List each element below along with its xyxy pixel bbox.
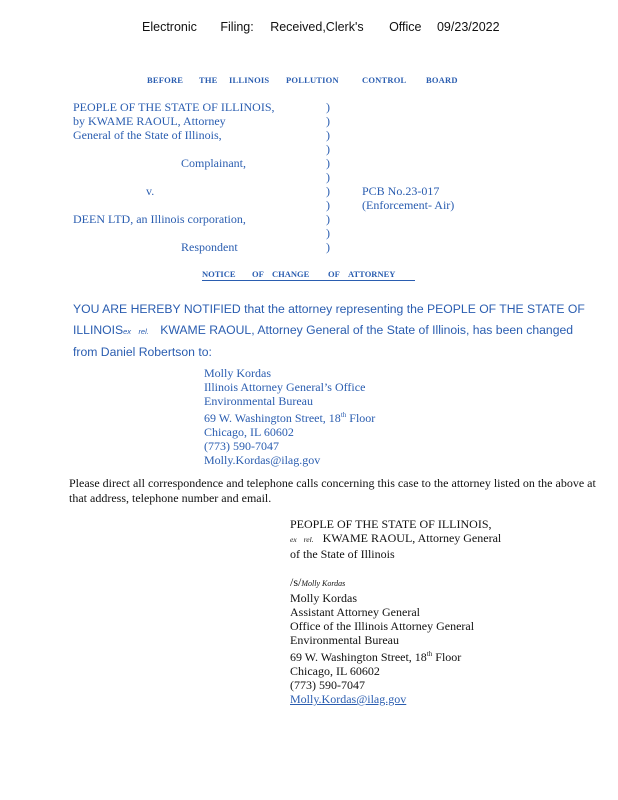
- notice-ex: ex: [123, 327, 132, 336]
- case-type: (Enforcement- Air): [362, 198, 455, 212]
- sig-phone: (773) 590-7047: [290, 678, 365, 692]
- sig-street-sup: th: [426, 650, 433, 658]
- caption-line: PEOPLE OF THE STATE OF ILLINOIS,: [73, 100, 275, 114]
- caption-paren-column: [326, 100, 330, 254]
- sig-raoul-line: [290, 531, 501, 547]
- sig-spacer: [290, 561, 501, 575]
- sig-office: Office of the Illinois Attorney General: [290, 619, 475, 633]
- stamp-received: Received,Clerk's: [270, 20, 364, 34]
- sig-street-text: 69 W. Washington Street, 18: [290, 650, 427, 664]
- sig-city: Chicago, IL 60602: [290, 664, 380, 678]
- notice-title: [202, 269, 415, 281]
- paren: ): [326, 142, 330, 156]
- notice-title-word: OF: [328, 269, 340, 279]
- case-number: PCB No.23-017: [362, 184, 440, 198]
- stamp-electronic: Electronic: [142, 20, 197, 34]
- board-word: THE: [199, 75, 218, 85]
- caption-line: by KWAME RAOUL, Attorney: [73, 114, 226, 128]
- notice-title-word: CHANGE: [272, 269, 310, 279]
- board-word: BEFORE: [147, 75, 184, 85]
- street-sup: th: [340, 411, 347, 419]
- caption-complainant: Complainant,: [181, 156, 246, 170]
- sig-rel: rel.: [303, 535, 314, 544]
- notice-illinois: ILLINOIS: [73, 323, 124, 337]
- stamp-office: Office: [389, 20, 422, 34]
- paren: ): [326, 128, 330, 142]
- signature-block: [290, 517, 501, 706]
- notice-title-word: NOTICE: [202, 269, 236, 279]
- paren: ): [326, 198, 330, 212]
- caption-versus: v.: [146, 184, 155, 198]
- sig-street: [290, 647, 501, 664]
- sig-prefix: /s/: [290, 575, 302, 589]
- paren: ): [326, 226, 330, 240]
- new-attorney-bureau: Environmental Bureau: [204, 394, 313, 408]
- board-word: POLLUTION: [286, 75, 339, 85]
- caption-defendant: DEEN LTD, an Illinois corporation,: [73, 212, 246, 226]
- filing-stamp: [142, 20, 500, 34]
- board-heading: [147, 75, 458, 85]
- street-text: 69 W. Washington Street, 18: [204, 411, 341, 425]
- notice-title-word: OF: [252, 269, 264, 279]
- stamp-date: 09/23/2022: [436, 20, 500, 34]
- sig-raoul: KWAME RAOUL, Attorney General: [322, 531, 502, 545]
- caption-line: General of the State of Illinois,: [73, 128, 222, 142]
- new-attorney-phone: (773) 590-7047: [204, 439, 279, 453]
- new-attorney-street: [204, 408, 375, 425]
- notice-body-line-2: [73, 323, 573, 337]
- paren: ): [326, 156, 330, 170]
- notice-rel: rel.: [138, 327, 149, 336]
- new-attorney-city: Chicago, IL 60602: [204, 425, 294, 439]
- notice-body-line-3: from Daniel Robertson to:: [73, 345, 212, 359]
- street-floor: Floor: [349, 411, 376, 425]
- paren: ): [326, 114, 330, 128]
- new-attorney-block: [204, 366, 375, 467]
- new-attorney-name: Molly Kordas: [204, 366, 271, 380]
- notice-title-word: ATTORNEY: [348, 269, 396, 279]
- paren: ): [326, 212, 330, 226]
- stamp-filing: Filing:: [220, 20, 254, 34]
- paren: ): [326, 100, 330, 114]
- new-attorney-office: Illinois Attorney General’s Office: [204, 380, 366, 394]
- sig-line: [290, 575, 501, 591]
- direction-paragraph: Please direct all correspondence and telephone calls concerning this case to the attorney listed on the above at that address, telephone number and email.: [69, 476, 596, 505]
- notice-body-line-1: YOU ARE HEREBY NOTIFIED that the attorney representing the PEOPLE OF THE STATE OF: [73, 302, 585, 316]
- paren: ): [326, 240, 330, 254]
- sig-ex: ex: [290, 535, 297, 544]
- notice-state: State of Illinois, has been changed: [386, 323, 574, 337]
- sig-street-floor: Floor: [435, 650, 462, 664]
- sig-title: Assistant Attorney General: [290, 605, 420, 619]
- paren: ): [326, 170, 330, 184]
- sig-people: PEOPLE OF THE STATE OF ILLINOIS,: [290, 517, 492, 531]
- paren: ): [326, 184, 330, 198]
- sig-name: Molly Kordas: [290, 591, 357, 605]
- caption-respondent: Respondent: [181, 240, 238, 254]
- board-word: ILLINOIS: [229, 75, 270, 85]
- new-attorney-email[interactable]: Molly.Kordas@ilag.gov: [204, 453, 321, 467]
- board-word: BOARD: [426, 75, 458, 85]
- caption-plaintiff: [73, 100, 275, 142]
- sig-state: of the State of Illinois: [290, 547, 395, 561]
- sig-signed-name: Molly Kordas: [301, 579, 346, 588]
- board-word: CONTROL: [362, 75, 407, 85]
- sig-email-link[interactable]: Molly.Kordas@ilag.gov: [290, 692, 407, 706]
- notice-raoul: KWAME RAOUL, Attorney General of the: [160, 323, 384, 337]
- sig-bureau: Environmental Bureau: [290, 633, 399, 647]
